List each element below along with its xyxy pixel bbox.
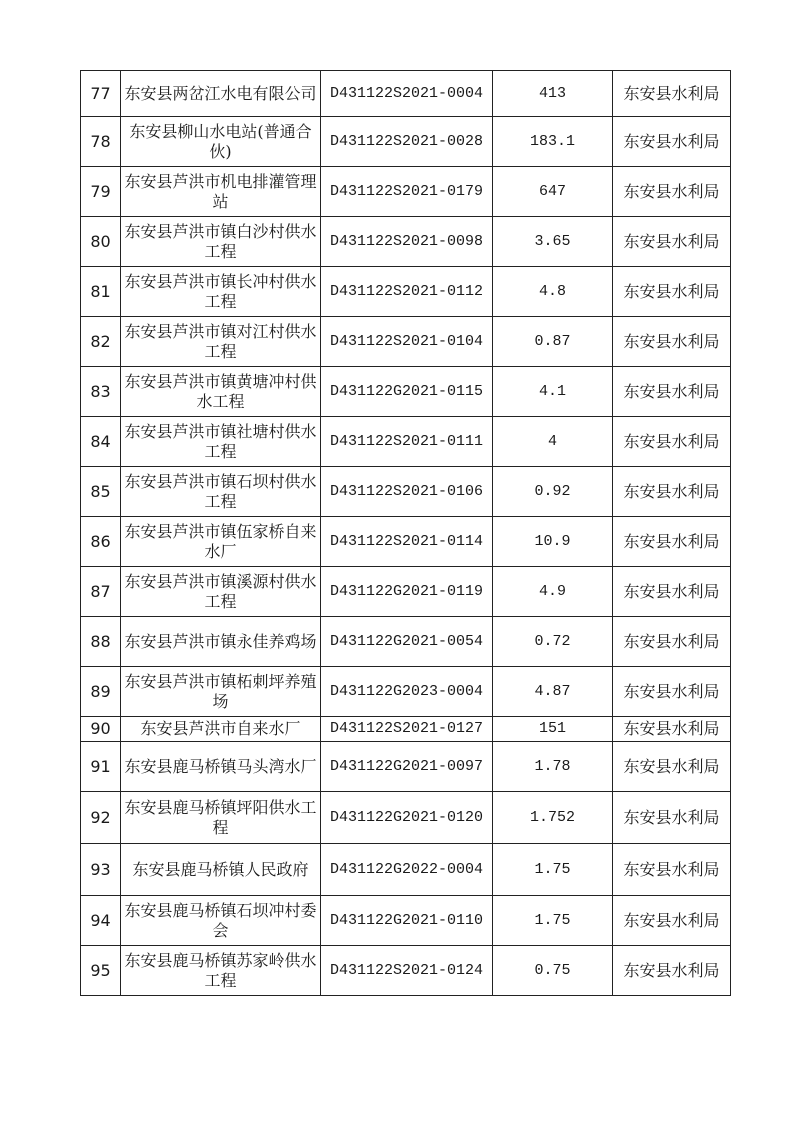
water-volume-cell: 4 — [493, 417, 613, 467]
table-row — [81, 367, 731, 417]
table-row — [81, 467, 731, 517]
water-volume-cell: 151 — [493, 717, 613, 742]
water-volume-cell: 10.9 — [493, 517, 613, 567]
table-row — [81, 317, 731, 367]
table-row — [81, 417, 731, 467]
authority-name-cell: 东安县水利局 — [613, 567, 731, 617]
water-permit-table — [80, 70, 731, 996]
water-volume-cell: 0.72 — [493, 617, 613, 667]
unit-name-cell: 东安县芦洪市镇黄塘冲村供水工程 — [121, 367, 321, 417]
unit-name-cell: 东安县鹿马桥镇人民政府 — [121, 844, 321, 896]
water-volume-cell: 1.752 — [493, 792, 613, 844]
unit-name-cell: 东安县芦洪市自来水厂 — [121, 717, 321, 742]
row-number-cell: 77 — [81, 71, 121, 117]
water-volume-cell: 4.87 — [493, 667, 613, 717]
permit-code-cell: D431122S2021-0098 — [321, 217, 493, 267]
row-number-cell: 85 — [81, 467, 121, 517]
row-number-cell: 95 — [81, 946, 121, 996]
unit-name-cell: 东安县鹿马桥镇坪阳供水工程 — [121, 792, 321, 844]
table-row — [81, 267, 731, 317]
unit-name-cell: 东安县柳山水电站(普通合伙) — [121, 117, 321, 167]
authority-name-cell: 东安县水利局 — [613, 742, 731, 792]
water-volume-cell: 647 — [493, 167, 613, 217]
unit-name-cell: 东安县芦洪市镇石坝村供水工程 — [121, 467, 321, 517]
row-number-cell: 89 — [81, 667, 121, 717]
unit-name-cell: 东安县芦洪市镇长冲村供水工程 — [121, 267, 321, 317]
authority-name-cell: 东安县水利局 — [613, 517, 731, 567]
permit-code-cell: D431122S2021-0112 — [321, 267, 493, 317]
authority-name-cell: 东安县水利局 — [613, 717, 731, 742]
table-row — [81, 517, 731, 567]
water-volume-cell: 4.8 — [493, 267, 613, 317]
permit-code-cell: D431122G2021-0110 — [321, 896, 493, 946]
authority-name-cell: 东安县水利局 — [613, 167, 731, 217]
authority-name-cell: 东安县水利局 — [613, 117, 731, 167]
table-row — [81, 844, 731, 896]
row-number-cell: 83 — [81, 367, 121, 417]
unit-name-cell: 东安县鹿马桥镇苏家岭供水工程 — [121, 946, 321, 996]
row-number-cell: 93 — [81, 844, 121, 896]
permit-code-cell: D431122G2021-0120 — [321, 792, 493, 844]
table-row — [81, 117, 731, 167]
row-number-cell: 90 — [81, 717, 121, 742]
authority-name-cell: 东安县水利局 — [613, 367, 731, 417]
water-volume-cell: 4.1 — [493, 367, 613, 417]
water-volume-cell: 0.87 — [493, 317, 613, 367]
authority-name-cell: 东安县水利局 — [613, 946, 731, 996]
table-row — [81, 742, 731, 792]
water-volume-cell: 3.65 — [493, 217, 613, 267]
permit-code-cell: D431122G2021-0097 — [321, 742, 493, 792]
permit-code-cell: D431122S2021-0104 — [321, 317, 493, 367]
unit-name-cell: 东安县芦洪市镇白沙村供水工程 — [121, 217, 321, 267]
water-volume-cell: 0.75 — [493, 946, 613, 996]
permit-code-cell: D431122S2021-0124 — [321, 946, 493, 996]
row-number-cell: 79 — [81, 167, 121, 217]
table-row — [81, 667, 731, 717]
water-volume-cell: 413 — [493, 71, 613, 117]
permit-code-cell: D431122G2021-0115 — [321, 367, 493, 417]
table-row — [81, 717, 731, 742]
authority-name-cell: 东安县水利局 — [613, 844, 731, 896]
permit-code-cell: D431122S2021-0028 — [321, 117, 493, 167]
water-volume-cell: 4.9 — [493, 567, 613, 617]
authority-name-cell: 东安县水利局 — [613, 71, 731, 117]
document-page — [80, 70, 730, 996]
water-volume-cell: 1.75 — [493, 844, 613, 896]
unit-name-cell: 东安县芦洪市镇永佳养鸡场 — [121, 617, 321, 667]
authority-name-cell: 东安县水利局 — [613, 417, 731, 467]
authority-name-cell: 东安县水利局 — [613, 792, 731, 844]
table-row — [81, 71, 731, 117]
permit-code-cell: D431122G2023-0004 — [321, 667, 493, 717]
row-number-cell: 91 — [81, 742, 121, 792]
unit-name-cell: 东安县芦洪市机电排灌管理站 — [121, 167, 321, 217]
table-row — [81, 167, 731, 217]
permit-code-cell: D431122S2021-0179 — [321, 167, 493, 217]
authority-name-cell: 东安县水利局 — [613, 617, 731, 667]
table-row — [81, 217, 731, 267]
permit-code-cell: D431122S2021-0004 — [321, 71, 493, 117]
permit-code-cell: D431122S2021-0111 — [321, 417, 493, 467]
unit-name-cell: 东安县两岔江水电有限公司 — [121, 71, 321, 117]
unit-name-cell: 东安县芦洪市镇社塘村供水工程 — [121, 417, 321, 467]
permit-code-cell: D431122G2021-0054 — [321, 617, 493, 667]
permit-code-cell: D431122S2021-0114 — [321, 517, 493, 567]
water-volume-cell: 183.1 — [493, 117, 613, 167]
table-body — [81, 71, 731, 996]
row-number-cell: 80 — [81, 217, 121, 267]
permit-code-cell: D431122S2021-0127 — [321, 717, 493, 742]
authority-name-cell: 东安县水利局 — [613, 267, 731, 317]
water-volume-cell: 1.75 — [493, 896, 613, 946]
permit-code-cell: D431122G2022-0004 — [321, 844, 493, 896]
authority-name-cell: 东安县水利局 — [613, 667, 731, 717]
authority-name-cell: 东安县水利局 — [613, 896, 731, 946]
water-volume-cell: 0.92 — [493, 467, 613, 517]
unit-name-cell: 东安县芦洪市镇柘刺坪养殖场 — [121, 667, 321, 717]
table-row — [81, 896, 731, 946]
authority-name-cell: 东安县水利局 — [613, 217, 731, 267]
table-row — [81, 567, 731, 617]
authority-name-cell: 东安县水利局 — [613, 317, 731, 367]
unit-name-cell: 东安县鹿马桥镇石坝冲村委会 — [121, 896, 321, 946]
row-number-cell: 78 — [81, 117, 121, 167]
table-row — [81, 946, 731, 996]
unit-name-cell: 东安县芦洪市镇伍家桥自来水厂 — [121, 517, 321, 567]
water-volume-cell: 1.78 — [493, 742, 613, 792]
row-number-cell: 94 — [81, 896, 121, 946]
permit-code-cell: D431122S2021-0106 — [321, 467, 493, 517]
row-number-cell: 86 — [81, 517, 121, 567]
row-number-cell: 87 — [81, 567, 121, 617]
table-row — [81, 792, 731, 844]
row-number-cell: 92 — [81, 792, 121, 844]
row-number-cell: 81 — [81, 267, 121, 317]
permit-code-cell: D431122G2021-0119 — [321, 567, 493, 617]
authority-name-cell: 东安县水利局 — [613, 467, 731, 517]
table-row — [81, 617, 731, 667]
unit-name-cell: 东安县芦洪市镇溪源村供水工程 — [121, 567, 321, 617]
row-number-cell: 82 — [81, 317, 121, 367]
row-number-cell: 88 — [81, 617, 121, 667]
unit-name-cell: 东安县芦洪市镇对江村供水工程 — [121, 317, 321, 367]
unit-name-cell: 东安县鹿马桥镇马头湾水厂 — [121, 742, 321, 792]
row-number-cell: 84 — [81, 417, 121, 467]
